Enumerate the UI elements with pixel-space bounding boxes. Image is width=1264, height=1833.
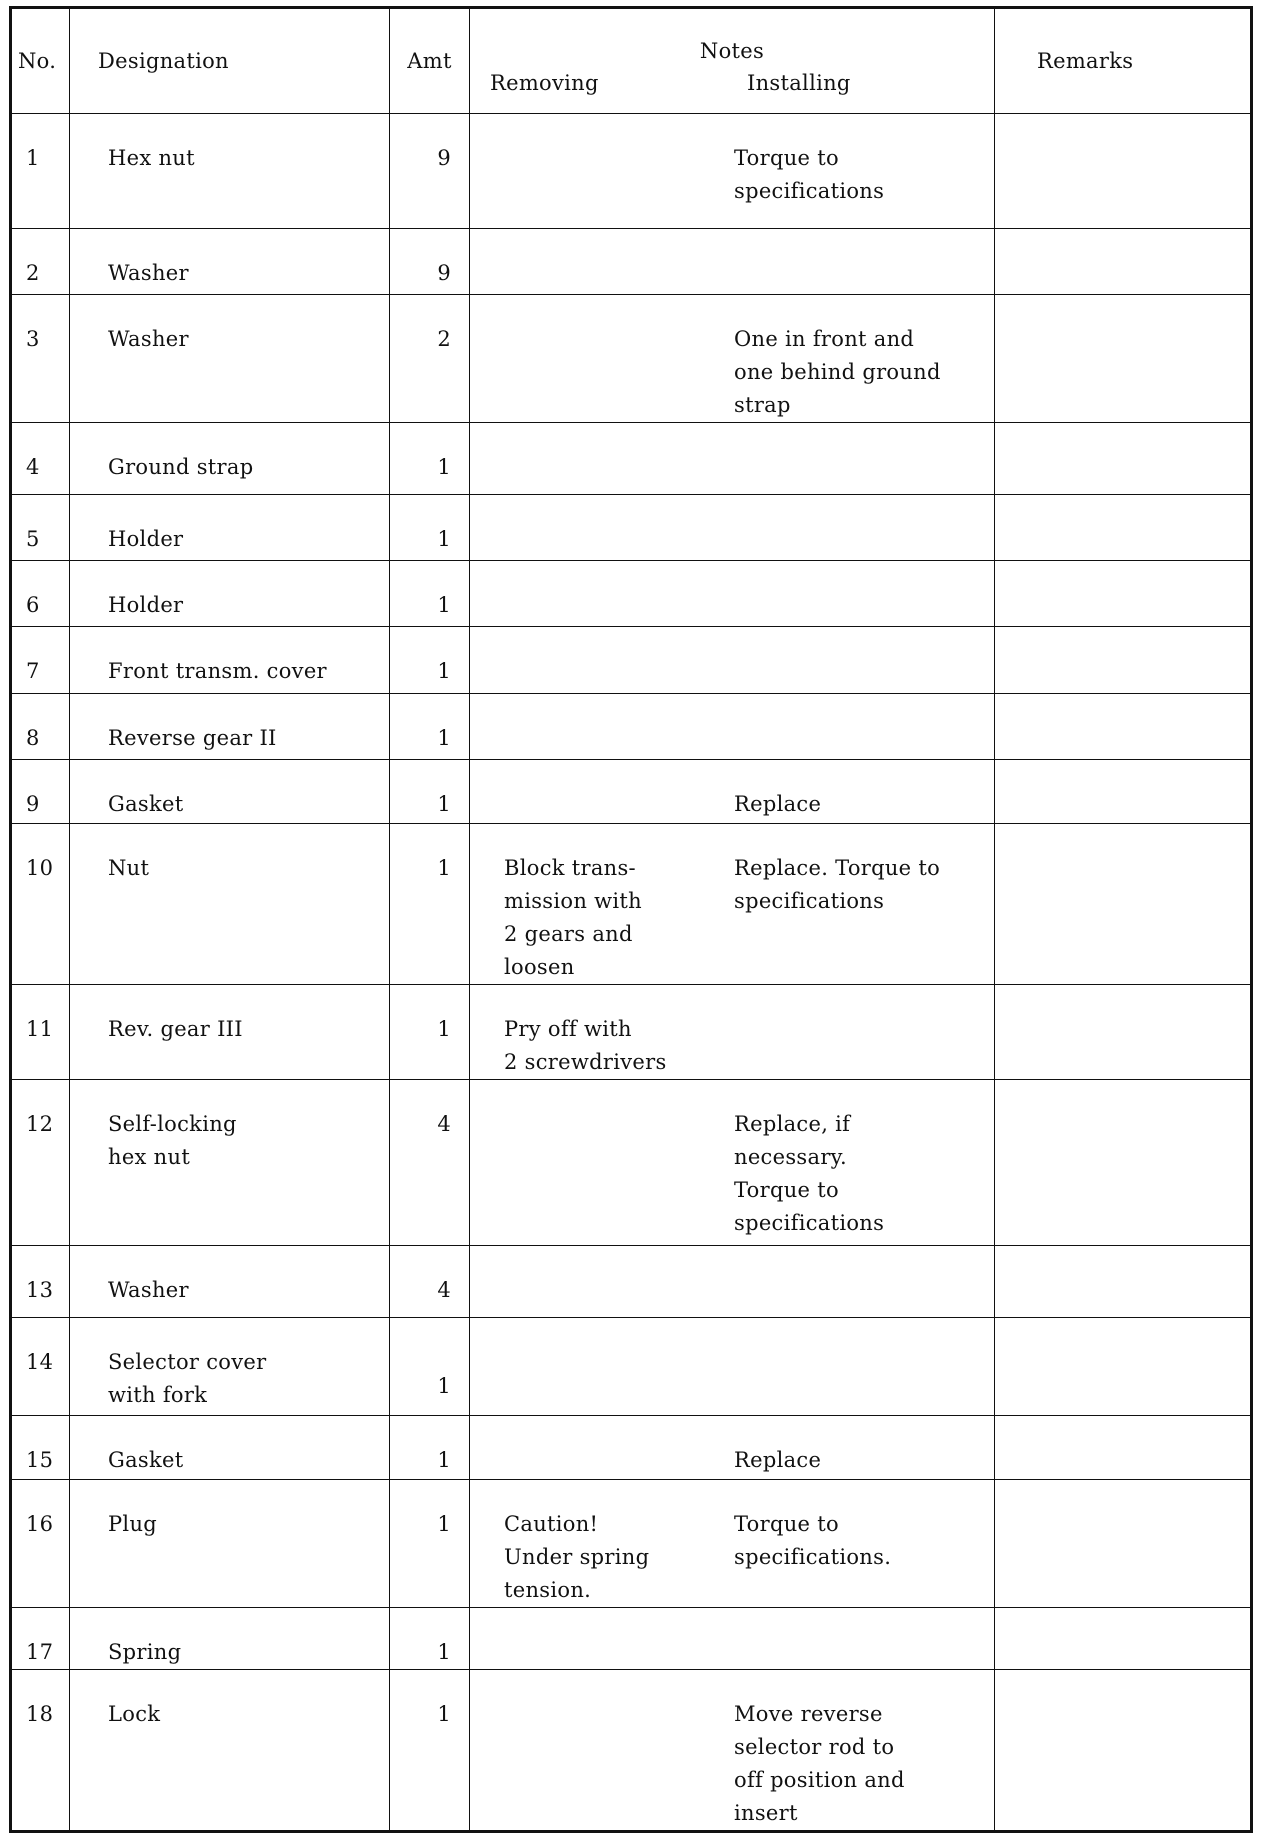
row-designation: Ground strap <box>70 423 390 495</box>
row-notes <box>470 295 995 423</box>
row-number: 3 <box>12 295 70 423</box>
header-no: No. <box>12 9 70 114</box>
header-row <box>12 9 1251 114</box>
row-number: 10 <box>12 824 70 985</box>
row-installing-note: Replace, if necessary. Torque to specifications <box>734 1112 885 1235</box>
row-notes <box>470 229 995 295</box>
row-remarks <box>995 495 1251 561</box>
row-notes <box>470 1416 995 1480</box>
row-removing-note <box>470 323 720 422</box>
row-remarks <box>995 760 1251 824</box>
row-remarks <box>995 824 1251 985</box>
row-number: 8 <box>12 694 70 760</box>
row-installing-note: Replace <box>734 792 822 816</box>
row-number: 7 <box>12 627 70 694</box>
row-notes <box>470 1480 995 1608</box>
row-amount: 1 <box>390 760 470 824</box>
table-row <box>12 1670 1251 1831</box>
row-removing-note <box>470 1444 720 1477</box>
row-number: 6 <box>12 561 70 627</box>
row-designation: Washer <box>70 229 390 295</box>
row-notes <box>470 495 995 561</box>
row-number: 2 <box>12 229 70 295</box>
table-row <box>12 1480 1251 1608</box>
row-designation: Gasket <box>70 1416 390 1480</box>
row-amount: 1 <box>390 694 470 760</box>
row-designation: Washer <box>70 295 390 423</box>
header-amt: Amt <box>390 9 470 114</box>
table-row <box>12 561 1251 627</box>
row-remarks <box>995 423 1251 495</box>
row-notes <box>470 824 995 985</box>
row-designation: Nut <box>70 824 390 985</box>
row-installing-note: Replace. Torque to specifications <box>734 856 941 913</box>
table-row <box>12 1416 1251 1480</box>
row-designation: Washer <box>70 1246 390 1318</box>
row-designation: Spring <box>70 1608 390 1670</box>
table-row <box>12 824 1251 985</box>
row-notes <box>470 1608 995 1670</box>
row-number: 14 <box>12 1318 70 1416</box>
row-removing-note <box>470 788 720 821</box>
row-installing-note <box>720 1013 994 1079</box>
row-removing-note <box>470 1108 720 1240</box>
row-installing-note: Replace <box>734 1448 822 1472</box>
row-notes <box>470 985 995 1080</box>
row-designation: Holder <box>70 495 390 561</box>
row-designation: Hex nut <box>70 114 390 229</box>
row-number: 16 <box>12 1480 70 1608</box>
row-notes <box>470 1246 995 1318</box>
row-installing-note: Move reverse selector rod to off position and insert <box>734 1702 905 1825</box>
row-removing-note <box>470 142 720 208</box>
table-body <box>12 114 1251 1831</box>
row-remarks <box>995 1480 1251 1608</box>
row-amount: 1 <box>390 1670 470 1831</box>
row-number: 17 <box>12 1608 70 1670</box>
table-row <box>12 1318 1251 1416</box>
row-remarks <box>995 1608 1251 1670</box>
row-remarks <box>995 1246 1251 1318</box>
row-remarks <box>995 694 1251 760</box>
row-remarks <box>995 1318 1251 1416</box>
table-row <box>12 229 1251 295</box>
row-remarks <box>995 627 1251 694</box>
row-designation: Gasket <box>70 760 390 824</box>
row-designation: Self-locking hex nut <box>70 1080 390 1246</box>
header-installing: Installing <box>747 71 851 95</box>
row-designation: Rev. gear III <box>70 985 390 1080</box>
row-remarks <box>995 114 1251 229</box>
row-notes <box>470 1080 995 1246</box>
parts-table-container <box>9 6 1253 1833</box>
header-designation: Designation <box>70 9 390 114</box>
table-row <box>12 1246 1251 1318</box>
row-amount: 1 <box>390 824 470 985</box>
row-remarks <box>995 229 1251 295</box>
row-designation: Front transm. cover <box>70 627 390 694</box>
row-removing-note: Pry off with 2 screwdrivers <box>504 1017 667 1074</box>
row-amount: 1 <box>390 1416 470 1480</box>
row-number: 18 <box>12 1670 70 1831</box>
row-notes <box>470 561 995 627</box>
row-installing-note: Torque to specifications <box>734 146 885 203</box>
row-amount: 1 <box>390 561 470 627</box>
row-notes <box>470 1670 995 1831</box>
table-row <box>12 627 1251 694</box>
table-row <box>12 423 1251 495</box>
parts-table <box>11 8 1251 1831</box>
row-remarks <box>995 1080 1251 1246</box>
row-removing-note: Caution! Under spring tension. <box>504 1512 650 1602</box>
row-amount: 2 <box>390 295 470 423</box>
row-number: 13 <box>12 1246 70 1318</box>
row-designation: Selector cover with fork <box>70 1318 390 1416</box>
table-row <box>12 760 1251 824</box>
row-number: 9 <box>12 760 70 824</box>
row-amount: 1 <box>390 1480 470 1608</box>
row-notes <box>470 114 995 229</box>
row-amount: 4 <box>390 1080 470 1246</box>
table-row <box>12 694 1251 760</box>
row-number: 5 <box>12 495 70 561</box>
row-number: 1 <box>12 114 70 229</box>
row-designation: Plug <box>70 1480 390 1608</box>
header-notes-title: Notes <box>699 39 765 63</box>
row-notes <box>470 423 995 495</box>
row-number: 4 <box>12 423 70 495</box>
row-removing-note: Block trans- mission with 2 gears and loosen <box>504 856 642 979</box>
row-amount: 1 <box>390 495 470 561</box>
table-row <box>12 495 1251 561</box>
row-notes <box>470 760 995 824</box>
row-amount: 1 <box>390 1608 470 1670</box>
table-row <box>12 1080 1251 1246</box>
row-remarks <box>995 561 1251 627</box>
row-installing-note: Torque to specifications. <box>734 1512 892 1569</box>
row-installing-note: One in front and one behind ground strap <box>734 327 941 417</box>
header-notes <box>470 9 995 114</box>
row-amount: 1 <box>390 985 470 1080</box>
header-remarks: Remarks <box>995 9 1251 114</box>
row-number: 12 <box>12 1080 70 1246</box>
row-amount: 1 <box>390 1318 470 1416</box>
row-remarks <box>995 295 1251 423</box>
row-remarks <box>995 1670 1251 1831</box>
table-row <box>12 295 1251 423</box>
row-designation: Lock <box>70 1670 390 1831</box>
table-row <box>12 1608 1251 1670</box>
row-amount: 9 <box>390 229 470 295</box>
row-removing-note <box>470 1698 720 1830</box>
row-remarks <box>995 1416 1251 1480</box>
row-designation: Holder <box>70 561 390 627</box>
row-amount: 9 <box>390 114 470 229</box>
row-number: 11 <box>12 985 70 1080</box>
table-row <box>12 985 1251 1080</box>
row-number: 15 <box>12 1416 70 1480</box>
header-removing: Removing <box>490 71 599 95</box>
row-notes <box>470 627 995 694</box>
table-row <box>12 114 1251 229</box>
row-notes <box>470 694 995 760</box>
row-amount: 4 <box>390 1246 470 1318</box>
row-notes <box>470 1318 995 1416</box>
row-amount: 1 <box>390 627 470 694</box>
row-designation: Reverse gear II <box>70 694 390 760</box>
row-remarks <box>995 985 1251 1080</box>
row-amount: 1 <box>390 423 470 495</box>
